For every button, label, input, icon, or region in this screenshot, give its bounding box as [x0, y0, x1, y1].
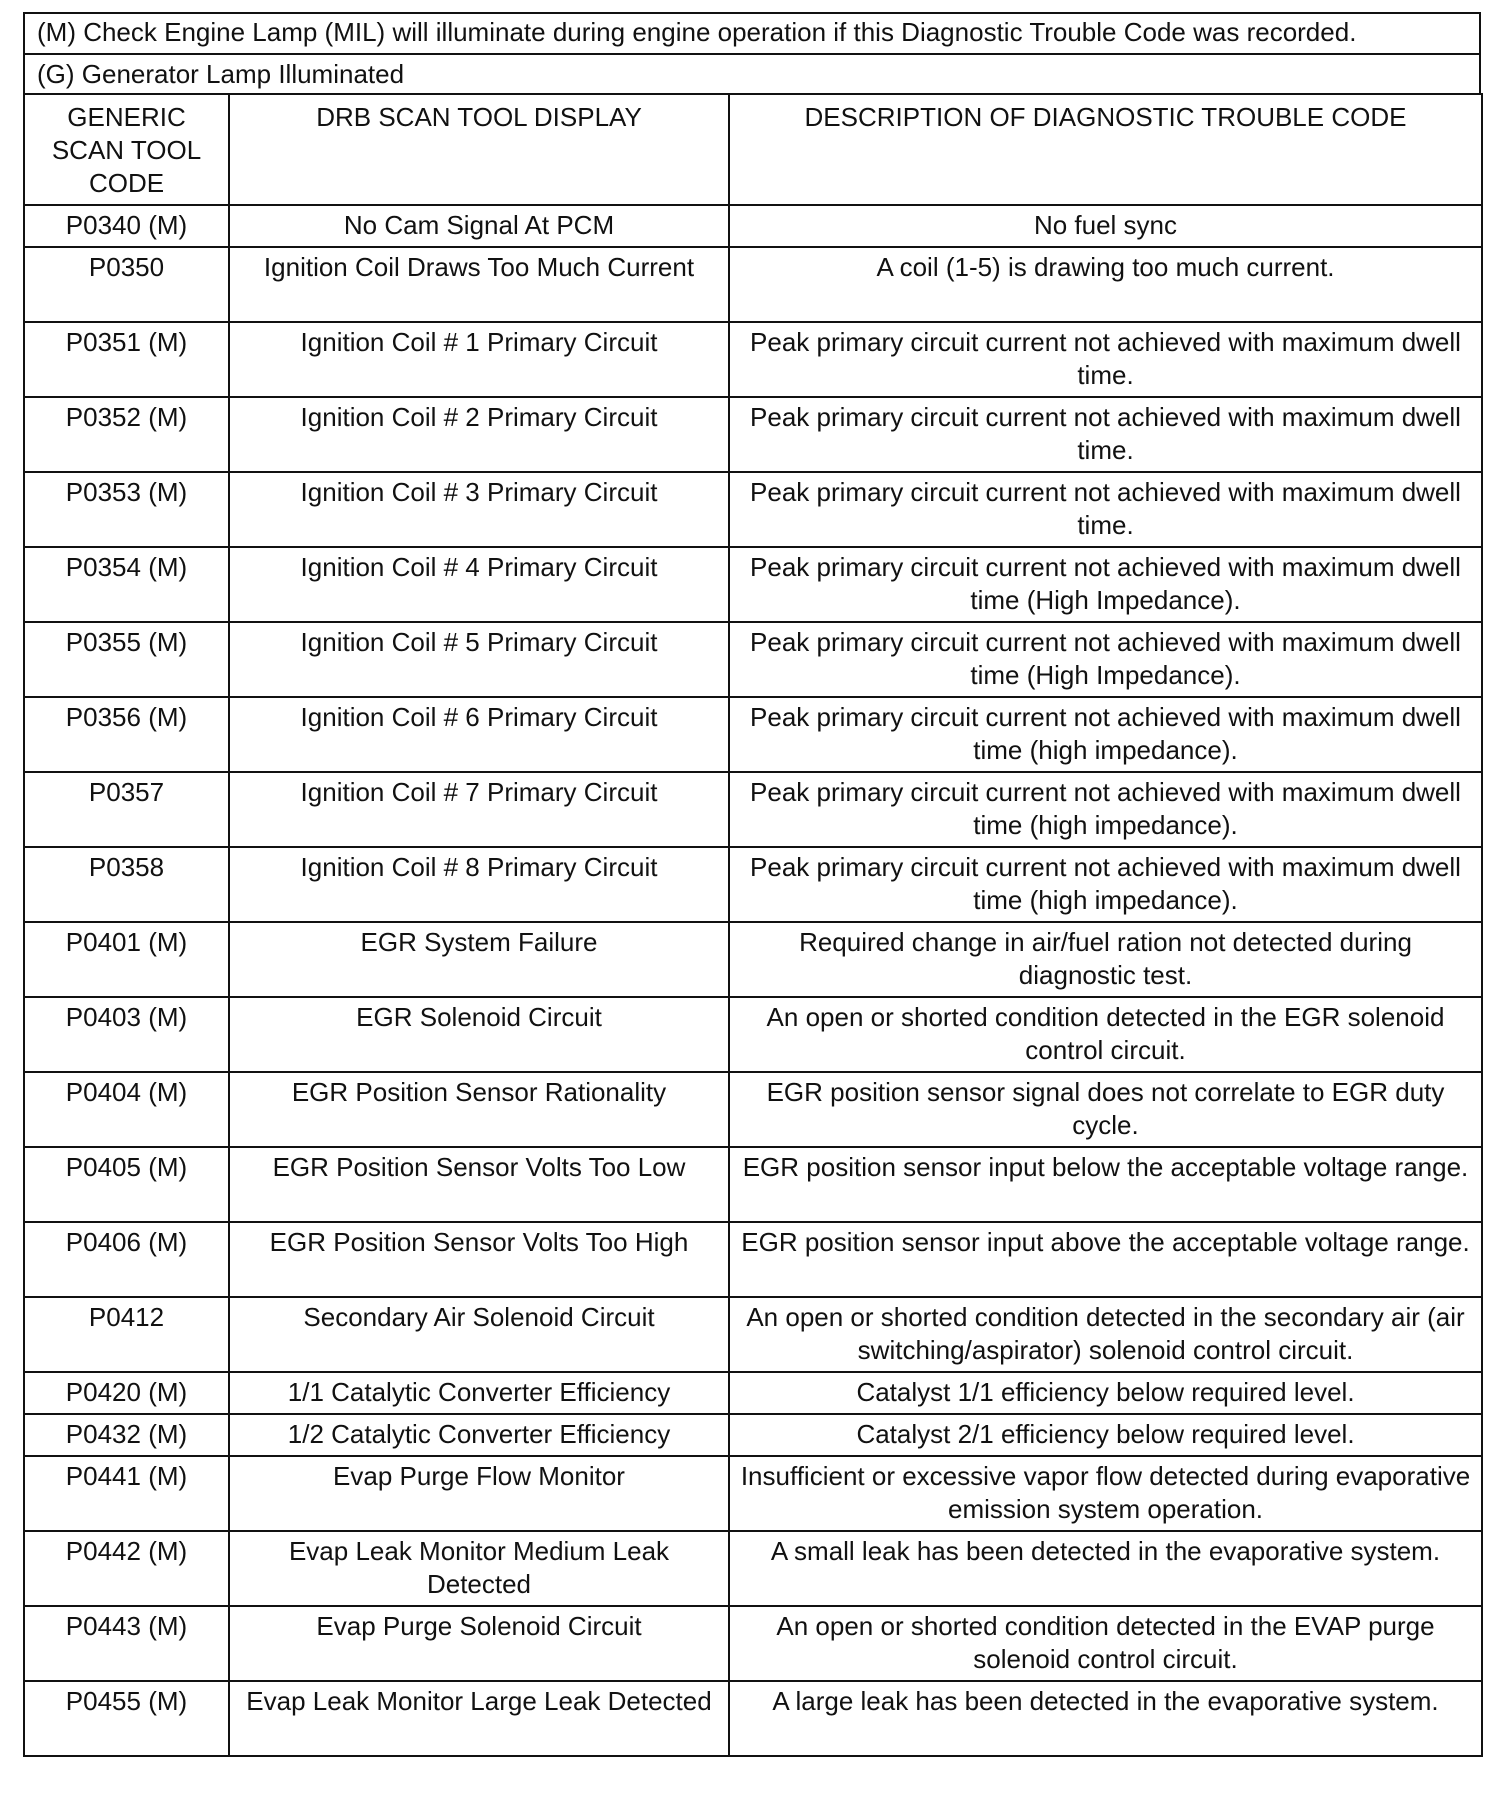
mil-note: (M) Check Engine Lamp (MIL) will illuminate during engine operation if this Diagnostic Trouble Code was recorded.: [23, 12, 1481, 53]
header-description: DESCRIPTION OF DIAGNOSTIC TROUBLE CODE: [729, 94, 1482, 205]
table-row: [24, 1297, 1482, 1372]
table-row: [24, 1147, 1482, 1222]
display-cell: Ignition Coil # 7 Primary Circuit: [229, 772, 729, 847]
description-cell: A large leak has been detected in the evaporative system.: [729, 1681, 1482, 1756]
table-row: [24, 922, 1482, 997]
table-row: [24, 772, 1482, 847]
display-cell: EGR Position Sensor Volts Too Low: [229, 1147, 729, 1222]
display-cell: Ignition Coil # 2 Primary Circuit: [229, 397, 729, 472]
code-cell: P0354 (M): [24, 547, 229, 622]
code-cell: P0350: [24, 247, 229, 322]
description-cell: Peak primary circuit current not achieved with maximum dwell time (high impedance).: [729, 847, 1482, 922]
code-cell: P0355 (M): [24, 622, 229, 697]
table-row: [24, 1222, 1482, 1297]
description-cell: EGR position sensor signal does not correlate to EGR duty cycle.: [729, 1072, 1482, 1147]
table-row: [24, 1372, 1482, 1414]
dtc-document: [23, 12, 1481, 1757]
code-cell: P0357: [24, 772, 229, 847]
display-cell: No Cam Signal At PCM: [229, 205, 729, 247]
code-cell: P0404 (M): [24, 1072, 229, 1147]
description-cell: Peak primary circuit current not achieved with maximum dwell time (High Impedance).: [729, 622, 1482, 697]
display-cell: Ignition Coil Draws Too Much Current: [229, 247, 729, 322]
description-cell: EGR position sensor input below the acceptable voltage range.: [729, 1147, 1482, 1222]
table-row: [24, 1072, 1482, 1147]
description-cell: Peak primary circuit current not achieved with maximum dwell time (High Impedance).: [729, 547, 1482, 622]
display-cell: EGR System Failure: [229, 922, 729, 997]
table-row: [24, 847, 1482, 922]
code-cell: P0455 (M): [24, 1681, 229, 1756]
code-cell: P0351 (M): [24, 322, 229, 397]
table-row: [24, 1681, 1482, 1756]
code-cell: P0401 (M): [24, 922, 229, 997]
display-cell: EGR Position Sensor Rationality: [229, 1072, 729, 1147]
generator-note: (G) Generator Lamp Illuminated: [23, 53, 1481, 93]
code-cell: P0432 (M): [24, 1414, 229, 1456]
code-cell: P0403 (M): [24, 997, 229, 1072]
display-cell: Ignition Coil # 4 Primary Circuit: [229, 547, 729, 622]
code-cell: P0406 (M): [24, 1222, 229, 1297]
display-cell: Ignition Coil # 3 Primary Circuit: [229, 472, 729, 547]
display-cell: Evap Purge Flow Monitor: [229, 1456, 729, 1531]
display-cell: EGR Position Sensor Volts Too High: [229, 1222, 729, 1297]
table-row: [24, 322, 1482, 397]
table-row: [24, 1531, 1482, 1606]
code-cell: P0420 (M): [24, 1372, 229, 1414]
table-row: [24, 472, 1482, 547]
code-cell: P0356 (M): [24, 697, 229, 772]
header-generic-code: GENERIC SCAN TOOL CODE: [24, 94, 229, 205]
description-cell: Peak primary circuit current not achieved with maximum dwell time.: [729, 397, 1482, 472]
table-row: [24, 697, 1482, 772]
code-cell: P0412: [24, 1297, 229, 1372]
description-cell: Catalyst 2/1 efficiency below required level.: [729, 1414, 1482, 1456]
description-cell: An open or shorted condition detected in the EVAP purge solenoid control circuit.: [729, 1606, 1482, 1681]
description-cell: Insufficient or excessive vapor flow detected during evaporative emission system operation.: [729, 1456, 1482, 1531]
description-cell: No fuel sync: [729, 205, 1482, 247]
header-drb-display: DRB SCAN TOOL DISPLAY: [229, 94, 729, 205]
description-cell: Catalyst 1/1 efficiency below required level.: [729, 1372, 1482, 1414]
table-row: [24, 997, 1482, 1072]
display-cell: EGR Solenoid Circuit: [229, 997, 729, 1072]
description-cell: EGR position sensor input above the acceptable voltage range.: [729, 1222, 1482, 1297]
table-row: [24, 547, 1482, 622]
display-cell: Ignition Coil # 6 Primary Circuit: [229, 697, 729, 772]
code-cell: P0405 (M): [24, 1147, 229, 1222]
display-cell: Evap Leak Monitor Medium Leak Detected: [229, 1531, 729, 1606]
description-cell: Peak primary circuit current not achieved with maximum dwell time (high impedance).: [729, 772, 1482, 847]
description-cell: A coil (1-5) is drawing too much current.: [729, 247, 1482, 322]
description-cell: A small leak has been detected in the evaporative system.: [729, 1531, 1482, 1606]
table-row: [24, 247, 1482, 322]
table-row: [24, 1456, 1482, 1531]
display-cell: Ignition Coil # 5 Primary Circuit: [229, 622, 729, 697]
display-cell: Ignition Coil # 8 Primary Circuit: [229, 847, 729, 922]
display-cell: Evap Leak Monitor Large Leak Detected: [229, 1681, 729, 1756]
display-cell: Secondary Air Solenoid Circuit: [229, 1297, 729, 1372]
display-cell: 1/2 Catalytic Converter Efficiency: [229, 1414, 729, 1456]
code-cell: P0442 (M): [24, 1531, 229, 1606]
code-cell: P0352 (M): [24, 397, 229, 472]
description-cell: Peak primary circuit current not achieved with maximum dwell time.: [729, 322, 1482, 397]
table-row: [24, 397, 1482, 472]
code-cell: P0358: [24, 847, 229, 922]
code-cell: P0353 (M): [24, 472, 229, 547]
description-cell: An open or shorted condition detected in the EGR solenoid control circuit.: [729, 997, 1482, 1072]
description-cell: Peak primary circuit current not achieved with maximum dwell time.: [729, 472, 1482, 547]
description-cell: An open or shorted condition detected in the secondary air (air switching/aspirator) solenoid control circuit.: [729, 1297, 1482, 1372]
code-cell: P0340 (M): [24, 205, 229, 247]
table-row: [24, 622, 1482, 697]
description-cell: Peak primary circuit current not achieved with maximum dwell time (high impedance).: [729, 697, 1482, 772]
table-header-row: [24, 94, 1482, 205]
table-row: [24, 1606, 1482, 1681]
table-row: [24, 205, 1482, 247]
display-cell: 1/1 Catalytic Converter Efficiency: [229, 1372, 729, 1414]
description-cell: Required change in air/fuel ration not detected during diagnostic test.: [729, 922, 1482, 997]
code-cell: P0443 (M): [24, 1606, 229, 1681]
dtc-table: [23, 93, 1483, 1757]
display-cell: Ignition Coil # 1 Primary Circuit: [229, 322, 729, 397]
display-cell: Evap Purge Solenoid Circuit: [229, 1606, 729, 1681]
table-row: [24, 1414, 1482, 1456]
code-cell: P0441 (M): [24, 1456, 229, 1531]
